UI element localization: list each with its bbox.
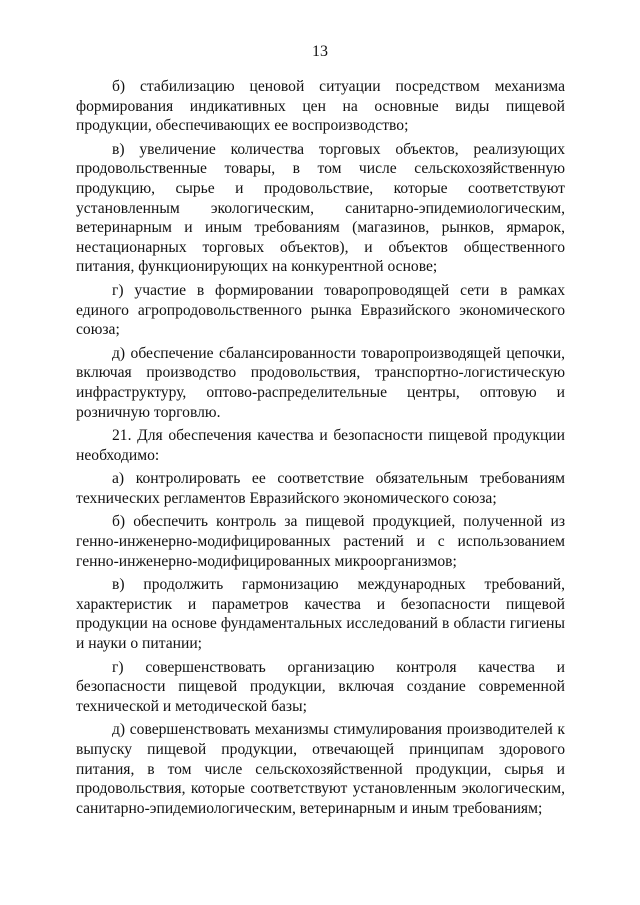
paragraph-a-control-compliance: а) контролировать ее соответствие обязательным требованиям технических регламентов Евразийского экономического союза; [76,470,565,507]
paragraph-g-control-improvement: г) совершенствовать организацию контроля качества и безопасности пищевой продукции, включая создание современной технической и методической базы; [76,658,565,715]
paragraph-g-distribution-network: г) участие в формировании товаропроводящей сети в рамках единого агропродовольственного рынка Евразийского экономического союза; [76,281,565,339]
paragraph-b-price-stabilization: б) стабилизацию ценовой ситуации посредством механизма формирования индикативных цен на основные виды пищевой продукции, обеспечивающих ее воспроизводство; [76,78,565,135]
paragraph-d-healthy-nutrition: д) совершенствовать механизмы стимулирования производителей к выпуску пищевой продукции, отвечающей принципам здорового питания, в том числе сельскохозяйственной продукции, сырья и продовольствия, которые соответствуют установленным экологическим, санитарно-эпидемиологическим, ветеринарным и иным требованиям; [76,721,565,817]
paragraph-21-quality-safety: 21. Для обеспечения качества и безопасности пищевой продукции необходимо: [76,427,565,464]
document-body [76,77,565,822]
paragraph-b-gmo-control: б) обеспечить контроль за пищевой продукцией, полученной из генно-инженерно-модифицированных растений и с использованием генно-инженерно-модифицированных микроорганизмов; [76,513,565,570]
paragraph-v-trade-objects: в) увеличение количества торговых объектов, реализующих продовольственные товары, в том числе сельскохозяйственную продукцию, сырье и продовольствие, которые соответствуют установленным экологическим, санитарно-эпидемиологическим, ветеринарным и иным требованиям (магазинов, рынков, ярмарок, нестационарных торговых объектов), и объектов общественного питания, функционирующих на конкурентной основе; [76,140,565,276]
page-number: 13 [312,43,328,60]
paragraph-v-harmonization: в) продолжить гармонизацию международных требований, характеристик и параметров качества и безопасности пищевой продукции на основе фундаментальных исследований в области гигиены и науки о питании; [76,576,565,653]
paragraph-d-supply-chain: д) обеспечение сбалансированности товаропроизводящей цепочки, включая производство продовольствия, транспортно-логистическую инфраструктуру, оптово-распределительные центры, оптовую и розничную торговлю. [76,344,565,421]
